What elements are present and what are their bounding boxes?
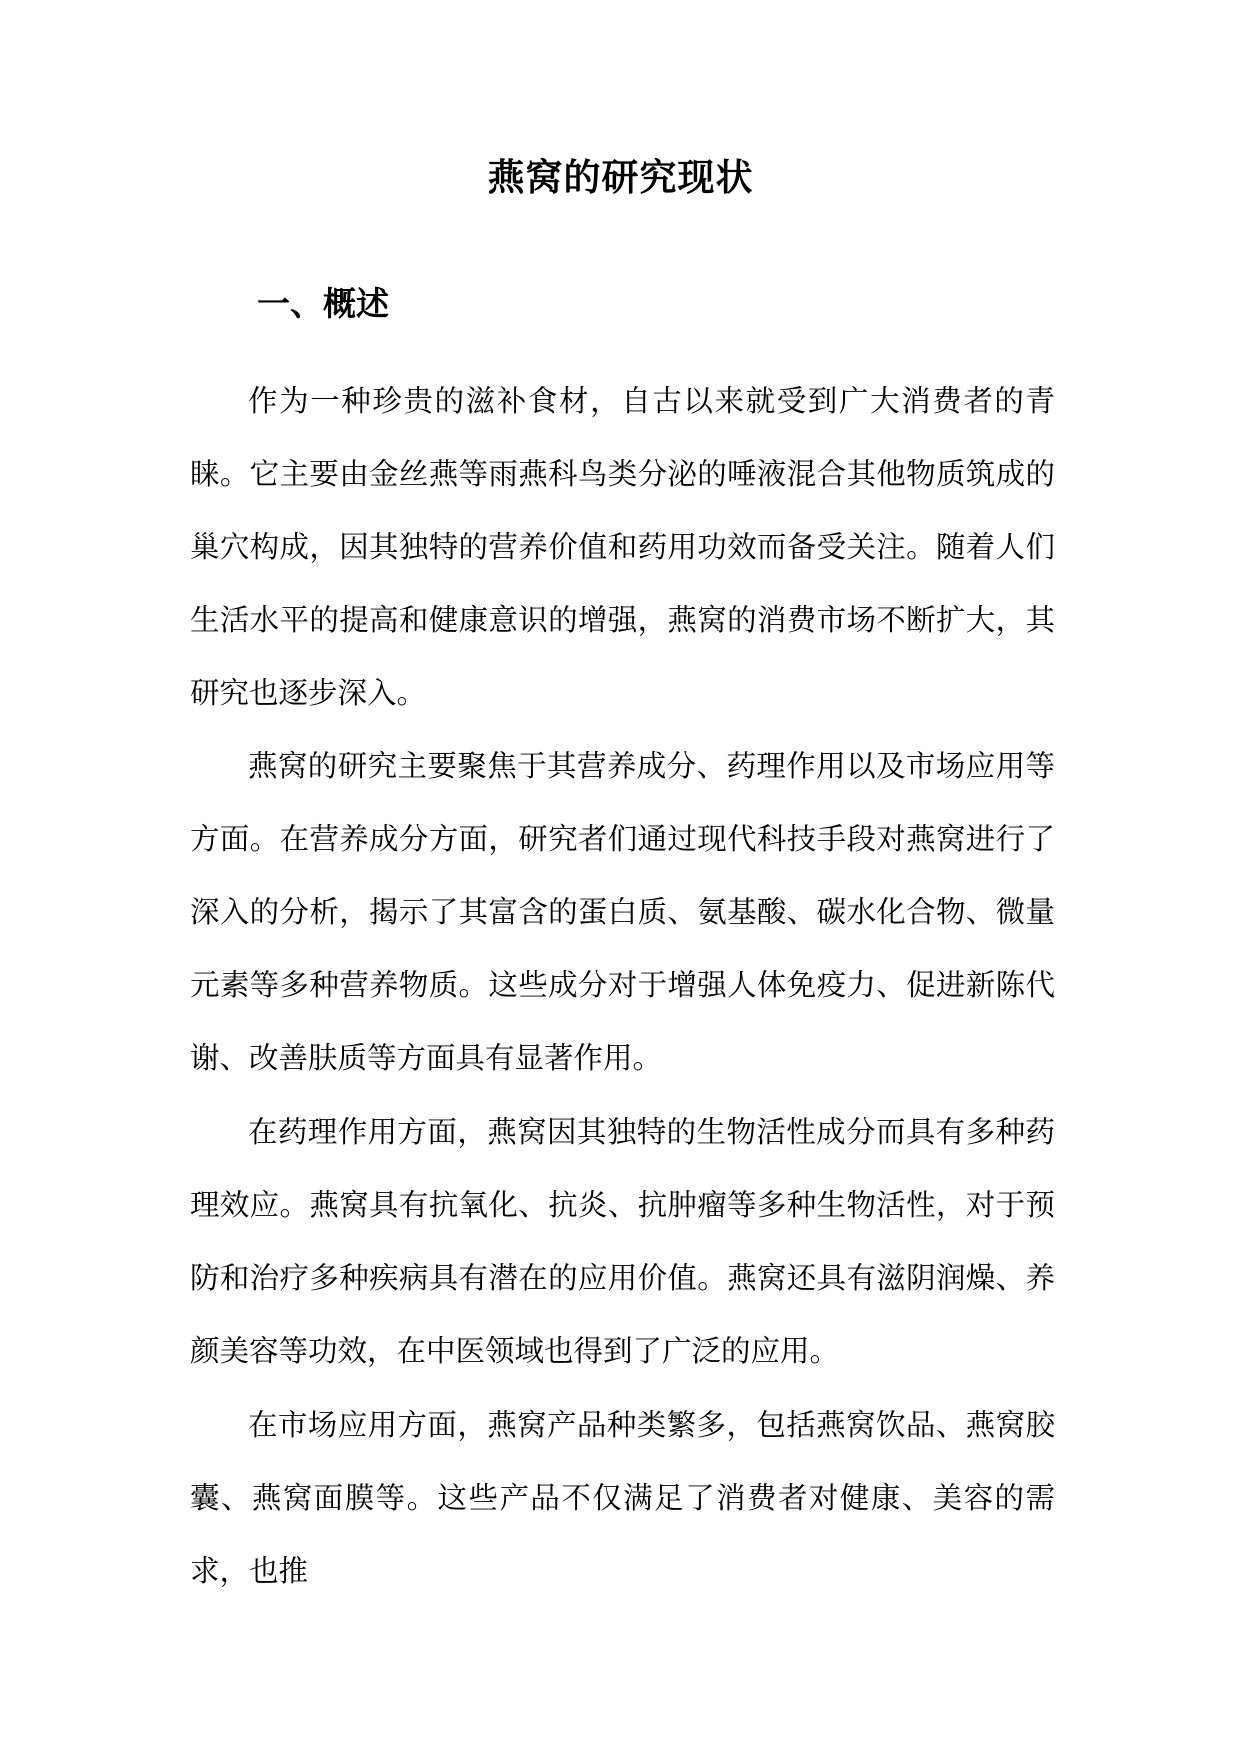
section-heading-overview: 一、概述 — [257, 284, 389, 323]
paragraph-market: 在市场应用方面，燕窝产品种类繁多，包括燕窝饮品、燕窝胶囊、燕窝面膜等。这些产品不仅满足了消费者对健康、美容的需求，也推 — [190, 1408, 1055, 1588]
paragraph-intro: 作为一种珍贵的滋补食材，自古以来就受到广大消费者的青睐。它主要由金丝燕等雨燕科鸟类分泌的唾液混合其他物质筑成的巢穴构成，因其独特的营养价值和药用功效而备受关注。随着人们生活水平的提高和健康意识的增强，燕窝的消费市场不断扩大，其研究也逐步深入。 — [190, 384, 1055, 710]
paragraph-pharmacology: 在药理作用方面，燕窝因其独特的生物活性成分而具有多种药理效应。燕窝具有抗氧化、抗炎、抗肿瘤等多种生物活性，对于预防和治疗多种疾病具有潜在的应用价值。燕窝还具有滋阴润燥、养颜美容等功效，在中医领域也得到了广泛的应用。 — [190, 1115, 1055, 1368]
document-title: 燕窝的研究现状 — [487, 155, 754, 199]
paragraph-nutrition: 燕窝的研究主要聚焦于其营养成分、药理作用以及市场应用等方面。在营养成分方面，研究者们通过现代科技手段对燕窝进行了深入的分析，揭示了其富含的蛋白质、氨基酸、碳水化合物、微量元素等多种营养物质。这些成分对于增强人体免疫力、促进新陈代谢、改善肤质等方面具有显著作用。 — [190, 749, 1055, 1075]
